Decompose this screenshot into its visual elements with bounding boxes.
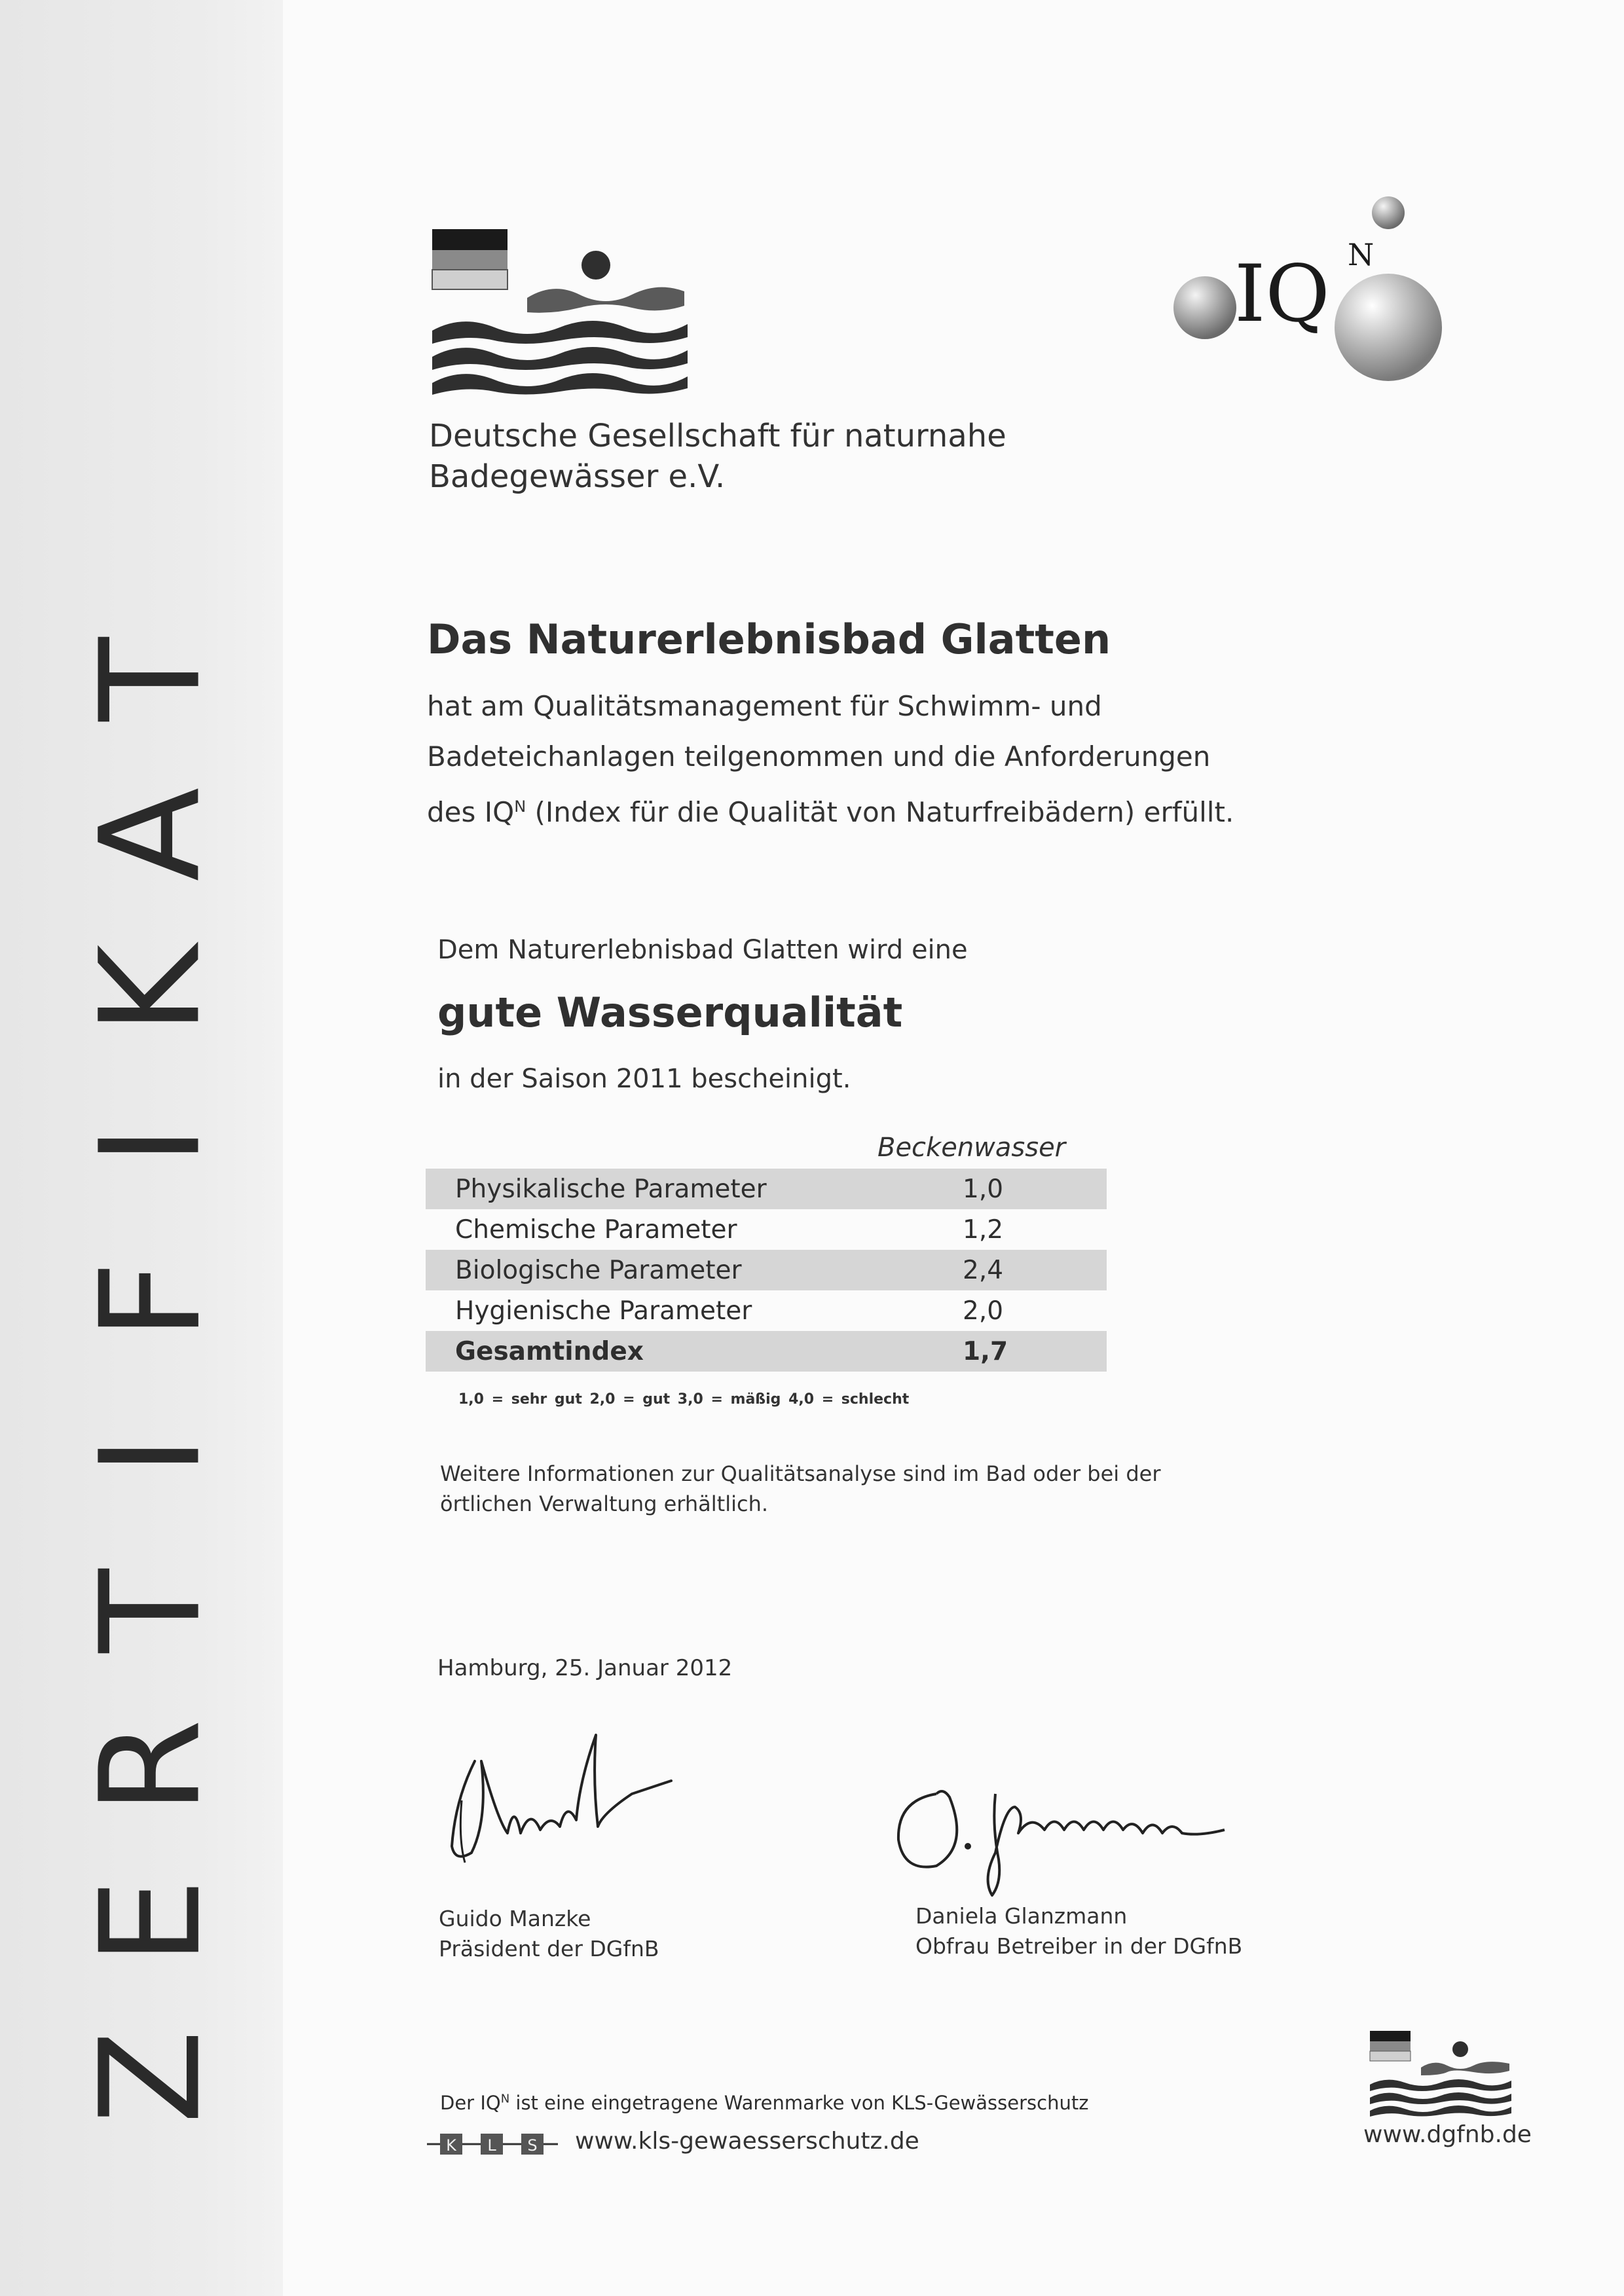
intro-line: Badeteichanlagen teilgenommen und die Anforderungen bbox=[427, 740, 1211, 773]
org-line: Deutsche Gesellschaft für naturnahe bbox=[429, 418, 1006, 454]
row-label: Chemische Parameter bbox=[455, 1214, 737, 1245]
sphere-icon bbox=[1335, 274, 1442, 381]
trademark-text: ist eine eingetragene Warenmarke von KLS-Gewässerschutz bbox=[509, 2092, 1089, 2114]
dgfnb-logo bbox=[429, 226, 691, 396]
sphere-icon bbox=[1173, 276, 1236, 339]
trademark-text: Der IQ bbox=[440, 2092, 501, 2114]
intro-text: des IQ bbox=[427, 796, 515, 828]
vertical-letter: T bbox=[70, 637, 231, 721]
signer-role: Präsident der DGfnB bbox=[439, 1936, 659, 1961]
vertical-letter: I bbox=[70, 1435, 231, 1476]
wave-icon bbox=[432, 373, 688, 395]
kls-logo bbox=[427, 2131, 558, 2157]
results-table bbox=[426, 1169, 1107, 1372]
info-line: Weitere Informationen zur Qualitätsanalyse sind im Bad oder bei der bbox=[440, 1461, 1161, 1486]
table-row bbox=[426, 1250, 1107, 1290]
signer-1 bbox=[439, 1904, 659, 1964]
row-value: 2,0 bbox=[963, 1296, 1004, 1326]
kls-website-link[interactable]: www.kls-gewaesserschutz.de bbox=[575, 2128, 919, 2155]
season-text: in der Saison 2011 bescheinigt. bbox=[437, 1064, 851, 1094]
row-value: 1,7 bbox=[963, 1336, 1008, 1366]
iqn-logo-sup: N bbox=[1348, 237, 1375, 272]
intro-line bbox=[427, 782, 1278, 837]
intro-line: hat am Qualitätsmanagement für Schwimm- und bbox=[427, 690, 1102, 722]
info-text bbox=[440, 1459, 1291, 1519]
certification-lead: Dem Naturerlebnisbad Glatten wird eine bbox=[437, 935, 968, 965]
kls-letter: K bbox=[446, 2136, 456, 2155]
flag-stripe-black bbox=[432, 229, 507, 250]
signer-2 bbox=[915, 1901, 1242, 1961]
vertical-letter: F bbox=[70, 1260, 231, 1340]
wave-icon bbox=[432, 347, 688, 370]
table-row bbox=[426, 1209, 1107, 1250]
kls-letter: L bbox=[487, 2136, 496, 2155]
flag-stripe-red bbox=[432, 250, 507, 270]
signer-role: Obfrau Betreiber in der DGfnB bbox=[915, 1933, 1243, 1959]
certificate-recipient: Das Naturerlebnisbad Glatten bbox=[427, 615, 1111, 663]
rating-legend: 1,0 = sehr gut 2,0 = gut 3,0 = mäßig 4,0 = schlecht bbox=[458, 1391, 910, 1408]
kls-letter: S bbox=[527, 2136, 538, 2155]
iqn-logo-text: IQ bbox=[1234, 249, 1330, 340]
organization-name bbox=[429, 416, 1006, 497]
table-row bbox=[426, 1169, 1107, 1209]
table-row bbox=[426, 1290, 1107, 1331]
vertical-letter: R bbox=[70, 1719, 231, 1814]
vertical-letter: I bbox=[70, 1125, 231, 1166]
place-date: Hamburg, 25. Januar 2012 bbox=[437, 1655, 733, 1681]
vertical-letter: Z bbox=[70, 2030, 231, 2124]
signer-name: Guido Manzke bbox=[439, 1906, 591, 1931]
row-label: Gesamtindex bbox=[455, 1336, 644, 1366]
certificate-intro bbox=[427, 681, 1278, 837]
signature-glanzmann bbox=[884, 1768, 1251, 1899]
dgfnb-website-link[interactable]: www.dgfnb.de bbox=[1363, 2121, 1532, 2148]
row-value: 1,2 bbox=[963, 1214, 1004, 1245]
signer-name: Daniela Glanzmann bbox=[915, 1903, 1128, 1929]
flag-stripe-gold bbox=[432, 270, 507, 289]
org-line: Badegewässer e.V. bbox=[429, 458, 726, 495]
wave-icon bbox=[432, 321, 688, 344]
iqn-logo bbox=[1166, 190, 1467, 406]
quality-rating: gute Wasserqualität bbox=[437, 989, 903, 1036]
vertical-letter: K bbox=[70, 945, 231, 1035]
vertical-title-zertifikat bbox=[65, 609, 236, 2147]
wave-icon bbox=[527, 287, 684, 313]
table-row-total bbox=[426, 1331, 1107, 1372]
swimmer-head-icon bbox=[581, 251, 610, 280]
table-column-header: Beckenwasser bbox=[877, 1133, 1066, 1163]
dgfnb-logo-small bbox=[1369, 2030, 1513, 2118]
row-label: Biologische Parameter bbox=[455, 1255, 742, 1285]
row-label: Hygienische Parameter bbox=[455, 1296, 752, 1326]
sphere-icon bbox=[1372, 196, 1405, 229]
info-line: örtlichen Verwaltung erhältlich. bbox=[440, 1491, 769, 1516]
trademark-sup: N bbox=[500, 2092, 510, 2106]
row-value: 2,4 bbox=[963, 1255, 1004, 1285]
trademark-note bbox=[440, 2092, 1088, 2114]
signature-manzke bbox=[435, 1722, 684, 1892]
intro-sup: N bbox=[514, 797, 526, 816]
vertical-letter: A bbox=[70, 787, 231, 882]
intro-text: (Index für die Qualität von Naturfreibädern) erfüllt. bbox=[526, 796, 1234, 828]
row-value: 1,0 bbox=[963, 1174, 1004, 1204]
swimmer-head-icon bbox=[1452, 2041, 1468, 2057]
row-label: Physikalische Parameter bbox=[455, 1174, 767, 1204]
vertical-letter: E bbox=[70, 1878, 231, 1965]
vertical-letter: T bbox=[70, 1569, 231, 1653]
